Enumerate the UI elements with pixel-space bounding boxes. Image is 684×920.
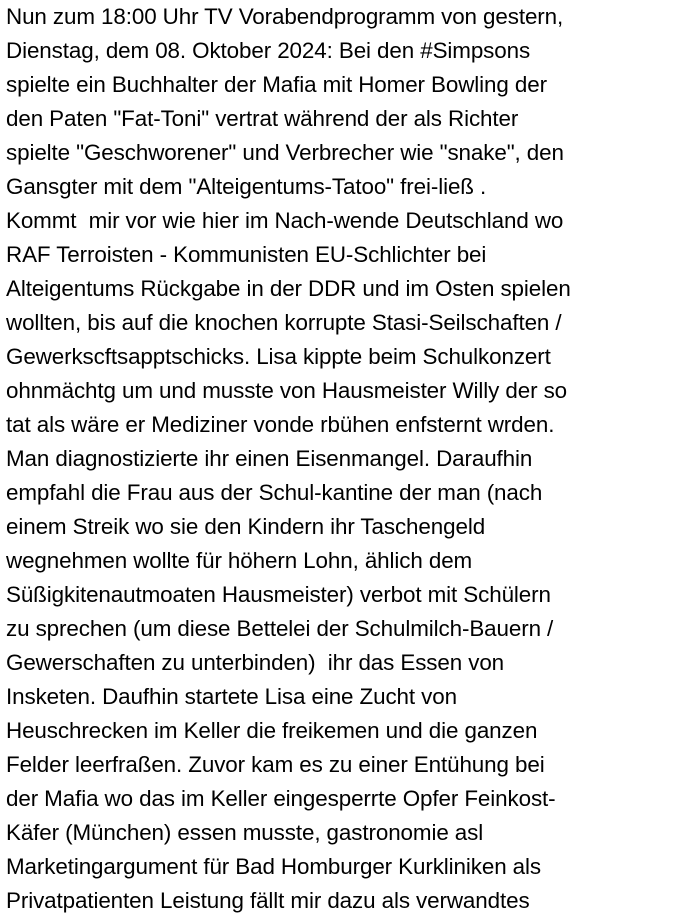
text-line: der Mafia wo das im Keller eingesperrte Opfer Feinkost-: [6, 786, 556, 811]
text-line: einem Streik wo sie den Kindern ihr Taschengeld: [6, 514, 486, 539]
text-line: Gewerschaften zu unterbinden) ihr das Essen von: [6, 650, 505, 675]
text-line: Gewerkscftsapptschicks. Lisa kippte beim Schulkonzert: [6, 344, 551, 369]
text-line: Privatpatienten Leistung fällt mir dazu als verwandtes: [6, 888, 530, 913]
text-line: Dienstag, dem 08. Oktober 2024: Bei den #Simpsons: [6, 38, 531, 63]
text-line: Kommt mir vor wie hier im Nach-wende Deutschland wo: [6, 208, 564, 233]
text-line: wegnehmen wollte für höhern Lohn, ählich dem: [6, 548, 473, 573]
text-line: spielte "Geschworener" und Verbrecher wie "snake", den: [6, 140, 564, 165]
text-line: empfahl die Frau aus der Schul-kantine der man (nach: [6, 480, 543, 505]
text-line: Insketen. Daufhin startete Lisa eine Zucht von: [6, 684, 457, 709]
text-line: Heuschrecken im Keller die freikemen und die ganzen: [6, 718, 538, 743]
text-line: den Paten "Fat-Toni" vertrat während der als Richter: [6, 106, 519, 131]
text-line: Marketingargument für Bad Homburger Kurkliniken als: [6, 854, 542, 879]
document-text: [6, 0, 684, 918]
text-line: Süßigkitenautmoaten Hausmeister) verbot mit Schülern: [6, 582, 551, 607]
text-line: Gansgter mit dem "Alteigentums-Tatoo" frei-ließ .: [6, 174, 487, 199]
text-line: Nun zum 18:00 Uhr TV Vorabendprogramm von gestern,: [6, 4, 564, 29]
text-line: ohnmächtg um und musste von Hausmeister Willy der so: [6, 378, 568, 403]
text-line: Man diagnostizierte ihr einen Eisenmangel. Daraufhin: [6, 446, 533, 471]
text-line: Käfer (München) essen musste, gastronomie asl: [6, 820, 484, 845]
text-line: Felder leerfraßen. Zuvor kam es zu einer Entühung bei: [6, 752, 545, 777]
text-line: Alteigentums Rückgabe in der DDR und im Osten spielen: [6, 276, 571, 301]
text-line: wollten, bis auf die knochen korrupte Stasi-Seilschaften /: [6, 310, 562, 335]
text-line: zu sprechen (um diese Bettelei der Schulmilch-Bauern /: [6, 616, 554, 641]
text-line: spielte ein Buchhalter der Mafia mit Homer Bowling der: [6, 72, 547, 97]
text-line: RAF Terroisten - Kommunisten EU-Schlichter bei: [6, 242, 487, 267]
text-line: tat als wäre er Mediziner vonde rbühen enfsternt wrden.: [6, 412, 555, 437]
